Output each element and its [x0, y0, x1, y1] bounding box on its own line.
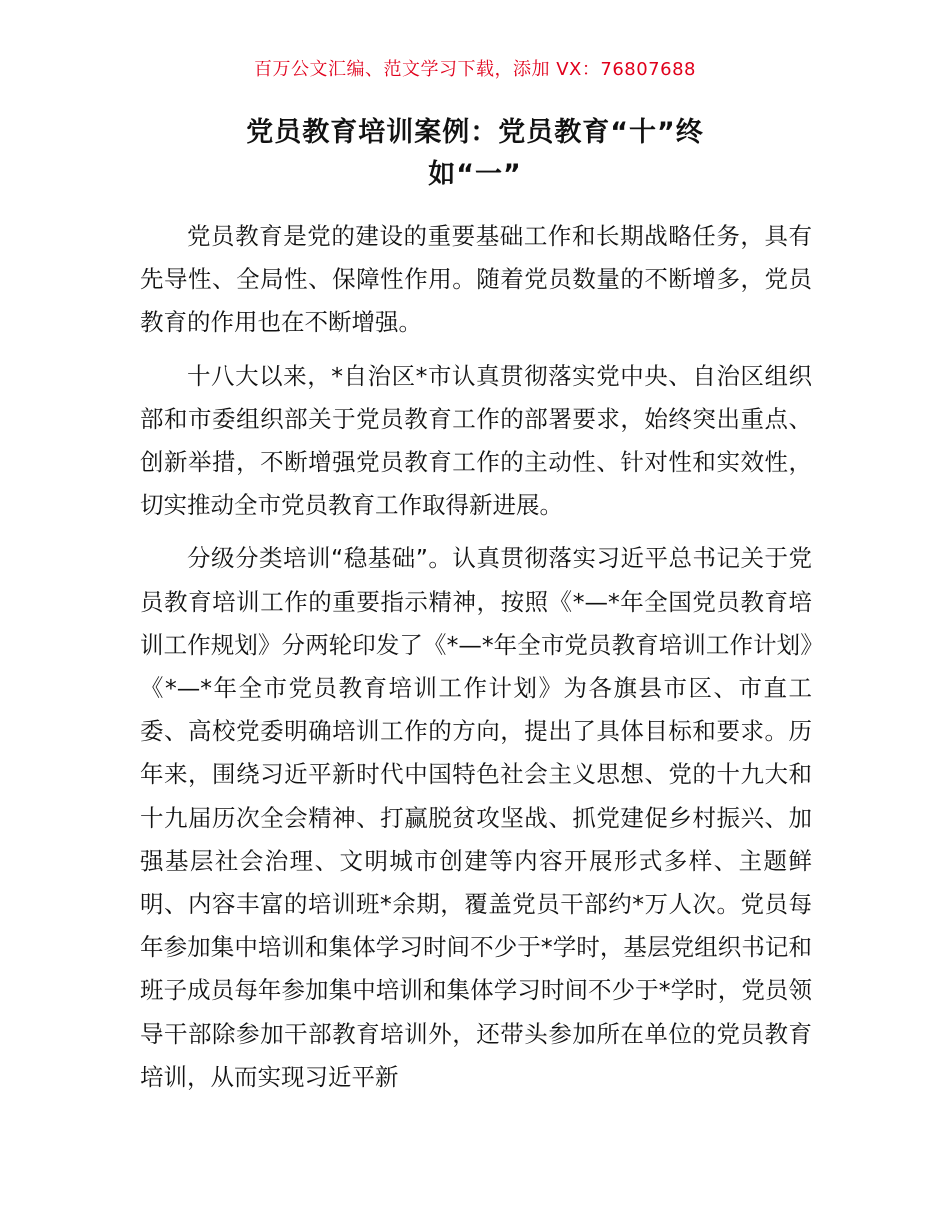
- document-body: [140, 215, 812, 1109]
- title-line-1: 党员教育培训案例：党员教育“十”终: [246, 117, 704, 148]
- paragraph-tiered-training: 分级分类培训“稳基础”。认真贯彻落实习近平总书记关于党员教育培训工作的重要指示精神，按照《*—*年全国党员教育培训工作规划》分两轮印发了《*—*年全市党员教育培训工作计划》《*—*年全市党员教育培训工作计划》为各旗县市区、市直工委、高校党委明确培训工作的方向，提出了具体目标和要求。历年来，围绕习近平新时代中国特色社会主义思想、党的十九大和十九届历次全会精神、打赢脱贫攻坚战、抓党建促乡村振兴、加强基层社会治理、文明城市创建等内容开展形式多样、主题鲜明、内容丰富的培训班*余期，覆盖党员干部约*万人次。党员每年参加集中培训和集体学习时间不少于*学时，基层党组织书记和班子成员每年参加集中培训和集体学习时间不少于*学时，党员领导干部除参加干部教育培训外，还带头参加所在单位的党员教育培训，从而实现习近平新: [140, 544, 812, 1091]
- document-title: [175, 112, 775, 196]
- paragraph-since-18th-congress: 十八大以来，*自治区*市认真贯彻落实党中央、自治区组织部和市委组织部关于党员教育工作的部署要求，始终突出重点、创新举措，不断增强党员教育工作的主动性、针对性和实效性，切实推动全市党员教育工作取得新进展。: [140, 361, 812, 520]
- header-watermark: 百万公文汇编、范文学习下载，添加 VX：76807688: [254, 59, 696, 80]
- paragraph-intro: 党员教育是党的建设的重要基础工作和长期战略任务，具有先导性、全局性、保障性作用。随着党员数量的不断增多，党员教育的作用也在不断增强。: [140, 222, 812, 337]
- title-line-2: 如“一”: [428, 159, 522, 190]
